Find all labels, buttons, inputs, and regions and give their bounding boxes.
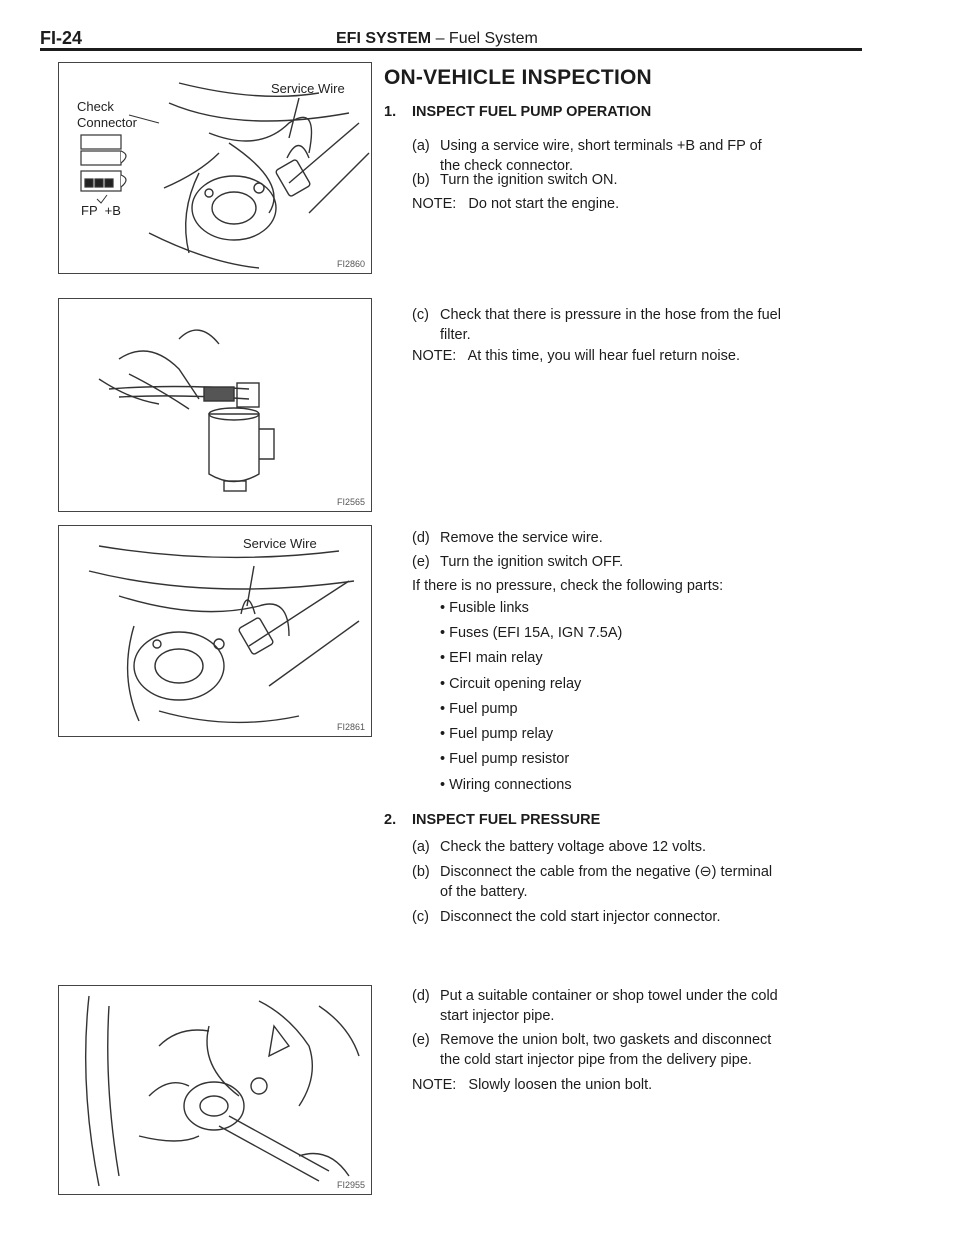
part-item: • Fuel pump relay [440,726,554,742]
figure-code: FI2565 [336,497,365,507]
step-1-note-2: NOTE: At this time, you will hear fuel return noise. [412,348,740,364]
step-2b-label: (b) [412,864,430,880]
step-2e-line2: the cold start injector pipe from the delivery pipe. [440,1052,752,1068]
step-1c-label: (c) [412,307,429,323]
step-1-heading [384,104,651,120]
step-2b-line2: of the battery. [440,884,528,900]
part-item: • Fusible links [440,600,529,616]
step-2-note: NOTE: Slowly loosen the union bolt. [412,1077,653,1093]
step-2a-label: (a) [412,839,430,855]
step-2b [412,862,872,906]
running-title [336,30,538,48]
step-1b-label: (b) [412,172,430,188]
figure-code: FI2861 [336,722,365,732]
step-1a-label: (a) [412,138,430,154]
part-item: • Circuit opening relay [440,676,582,692]
step-1e-label: (e) [412,554,430,570]
step-1a-line1: Using a service wire, short terminals +B and FP of [440,138,762,154]
step-1d-label: (d) [412,530,430,546]
step-1b [412,170,872,192]
running-title-rest: – Fuel System [431,30,538,47]
step-2b-line1: Disconnect the cable from the negative (⊖) terminal [440,864,773,880]
label-connector: Connector [77,115,137,130]
step-2-heading [384,812,600,828]
step-1d-text: Remove the service wire. [440,530,603,546]
step-2a-text: Check the battery voltage above 12 volts. [440,839,706,855]
step-2e-label: (e) [412,1032,430,1048]
figure-4-drawing [59,986,371,1194]
step-2d-label: (d) [412,988,430,1004]
step-2c-label: (c) [412,909,429,925]
figure-service-wire [58,525,372,737]
step-1-title: INSPECT FUEL PUMP OPERATION [412,104,652,120]
step-2d [412,986,872,1030]
step-1-if-text: If there is no pressure, check the following parts: [412,578,724,594]
step-2-number: 2. [384,812,397,828]
figure-3-drawing [59,526,371,736]
step-2e [412,1030,872,1074]
label-service-wire: Service Wire [271,81,345,96]
header-rule [40,48,862,51]
figure-check-connector [58,62,372,274]
step-1c-line2: filter. [440,327,471,343]
step-1a-line2: the check connector. [440,158,573,174]
step-1c [412,305,872,349]
figure-code: FI2955 [336,1180,365,1190]
part-item: • Wiring connections [440,777,572,793]
step-2d-line1: Put a suitable container or shop towel under the cold [440,988,778,1004]
part-item: • Fuses (EFI 15A, IGN 7.5A) [440,625,623,641]
figure-code: FI2860 [336,259,365,269]
step-2c-text: Disconnect the cold start injector connector. [440,909,721,925]
figure-fuel-filter-hose [58,298,372,512]
step-2d-line2: start injector pipe. [440,1008,555,1024]
step-1b-text: Turn the ignition switch ON. [440,172,618,188]
step-1-note-1: NOTE: Do not start the engine. [412,196,620,212]
step-2e-line1: Remove the union bolt, two gaskets and disconnect [440,1032,772,1048]
page-number: FI-24 [40,28,83,48]
step-1e-text: Turn the ignition switch OFF. [440,554,624,570]
figure-2-drawing [59,299,371,511]
label-service-wire: Service Wire [243,536,317,551]
step-2c [412,907,872,929]
step-2a [412,837,872,859]
step-1-number: 1. [384,104,397,120]
label-check: Check [77,99,114,114]
step-1c-line1: Check that there is pressure in the hose from the fuel [440,307,781,323]
step-1e [412,552,872,574]
part-item: • EFI main relay [440,650,543,666]
step-2-title: INSPECT FUEL PRESSURE [412,812,601,828]
label-fp-b: FP +B [81,203,121,218]
part-item: • Fuel pump resistor [440,751,570,767]
figure-union-bolt [58,985,372,1195]
part-item: • Fuel pump [440,701,518,717]
step-1d [412,528,872,550]
section-title: ON-VEHICLE INSPECTION [384,66,652,89]
running-title-bold: EFI SYSTEM [336,30,432,47]
